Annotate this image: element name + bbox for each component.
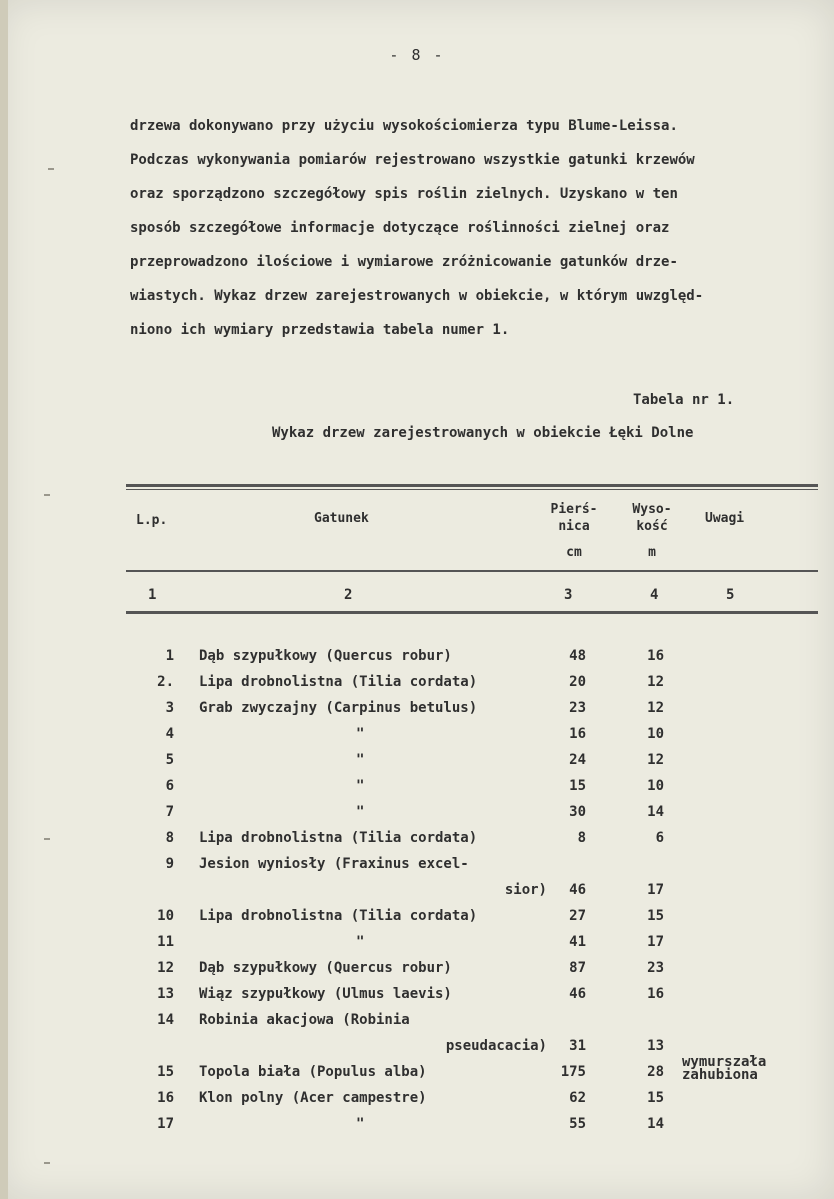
margin-mark bbox=[44, 838, 50, 840]
row-number: 6 bbox=[165, 778, 174, 794]
row-circumference: 41 bbox=[569, 934, 586, 950]
row-species: Lipa drobnolistna (Tilia cordata) bbox=[199, 830, 478, 846]
row-species: Topola biała (Populus alba) bbox=[199, 1064, 427, 1080]
header-notes: Uwagi bbox=[705, 511, 745, 526]
row-height: 12 bbox=[647, 752, 664, 768]
row-height: 12 bbox=[647, 700, 664, 716]
row-height: 14 bbox=[647, 1116, 664, 1132]
row-species-continuation: pseudacacia) bbox=[445, 1038, 547, 1054]
row-circumference: 20 bbox=[569, 674, 586, 690]
paragraph-line: przeprowadzono ilościowe i wymiarowe zróżnicowanie gatunków drze- bbox=[130, 254, 678, 270]
row-species: " bbox=[356, 1116, 365, 1132]
row-number: 1 bbox=[165, 648, 174, 664]
header-rule bbox=[126, 570, 818, 572]
margin-mark bbox=[44, 494, 50, 496]
row-circumference: 8 bbox=[577, 830, 586, 846]
header-height-unit: m bbox=[648, 545, 656, 560]
margin-mark bbox=[48, 168, 54, 170]
table-label: Tabela nr 1. bbox=[633, 392, 735, 408]
header-species: Gatunek bbox=[314, 511, 369, 526]
row-circumference: 46 bbox=[569, 882, 586, 898]
row-height: 15 bbox=[647, 908, 664, 924]
paragraph-line: drzewa dokonywano przy użyciu wysokościomierza typu Blume-Leissa. bbox=[130, 118, 678, 134]
row-height: 14 bbox=[647, 804, 664, 820]
header-circumference-1: Pierś- bbox=[550, 502, 598, 517]
row-height: 17 bbox=[647, 934, 664, 950]
paragraph-line: oraz sporządzono szczegółowy spis roślin zielnych. Uzyskano w ten bbox=[130, 186, 678, 202]
row-height: 13 bbox=[647, 1038, 664, 1054]
row-height: 23 bbox=[647, 960, 664, 976]
row-number: 14 bbox=[157, 1012, 174, 1028]
header-lp: L.p. bbox=[136, 513, 168, 528]
row-species: " bbox=[356, 778, 365, 794]
row-number: 2. bbox=[157, 674, 174, 690]
row-height: 16 bbox=[647, 986, 664, 1002]
column-number-rule bbox=[126, 611, 818, 614]
paragraph-line: sposób szczegółowe informacje dotyczące roślinności zielnej oraz bbox=[130, 220, 670, 236]
row-number: 17 bbox=[157, 1116, 174, 1132]
column-number: 5 bbox=[726, 587, 735, 603]
row-species: " bbox=[356, 726, 365, 742]
row-species: " bbox=[356, 752, 365, 768]
row-height: 10 bbox=[647, 726, 664, 742]
row-number: 7 bbox=[165, 804, 174, 820]
row-circumference: 31 bbox=[569, 1038, 586, 1054]
row-species: Jesion wyniosły (Fraxinus excel- bbox=[199, 856, 469, 872]
row-height: 6 bbox=[655, 830, 664, 846]
row-note-line: wymurszała bbox=[682, 1054, 767, 1070]
column-number: 1 bbox=[148, 587, 157, 603]
row-height: 28 bbox=[647, 1064, 664, 1080]
row-number: 4 bbox=[165, 726, 174, 742]
row-circumference: 48 bbox=[569, 648, 586, 664]
row-species: " bbox=[356, 934, 365, 950]
header-height-2: kość bbox=[636, 519, 668, 534]
row-number: 9 bbox=[165, 856, 174, 872]
column-number: 2 bbox=[344, 587, 353, 603]
row-height: 12 bbox=[647, 674, 664, 690]
page-edge bbox=[0, 0, 8, 1199]
row-circumference: 46 bbox=[569, 986, 586, 1002]
row-species: Dąb szypułkowy (Quercus robur) bbox=[199, 648, 452, 664]
row-height: 10 bbox=[647, 778, 664, 794]
row-number: 5 bbox=[165, 752, 174, 768]
row-number: 11 bbox=[157, 934, 174, 950]
row-number: 3 bbox=[165, 700, 174, 716]
row-circumference: 24 bbox=[569, 752, 586, 768]
row-species: Klon polny (Acer campestre) bbox=[199, 1090, 427, 1106]
table-top-rule bbox=[126, 484, 818, 487]
margin-mark bbox=[44, 1162, 50, 1164]
row-number: 12 bbox=[157, 960, 174, 976]
column-number: 4 bbox=[650, 587, 659, 603]
row-note-line: zahubiona bbox=[682, 1067, 758, 1083]
row-species: Grab zwyczajny (Carpinus betulus) bbox=[199, 700, 478, 716]
row-circumference: 30 bbox=[569, 804, 586, 820]
row-circumference: 87 bbox=[569, 960, 586, 976]
paragraph-line: wiastych. Wykaz drzew zarejestrowanych w obiekcie, w którym uwzględ- bbox=[130, 288, 704, 304]
row-height: 16 bbox=[647, 648, 664, 664]
row-number: 16 bbox=[157, 1090, 174, 1106]
row-circumference: 16 bbox=[569, 726, 586, 742]
row-height: 17 bbox=[647, 882, 664, 898]
row-circumference: 27 bbox=[569, 908, 586, 924]
row-species-continuation: sior) bbox=[504, 882, 547, 898]
row-number: 15 bbox=[157, 1064, 174, 1080]
header-circumference-unit: cm bbox=[566, 545, 582, 560]
row-circumference: 175 bbox=[560, 1064, 586, 1080]
row-species: Dąb szypułkowy (Quercus robur) bbox=[199, 960, 452, 976]
row-species: Wiąz szypułkowy (Ulmus laevis) bbox=[199, 986, 452, 1002]
row-species: Lipa drobnolistna (Tilia cordata) bbox=[199, 908, 478, 924]
header-height-1: Wyso- bbox=[632, 502, 672, 517]
row-species: Robinia akacjowa (Robinia bbox=[199, 1012, 410, 1028]
row-number: 13 bbox=[157, 986, 174, 1002]
table-top-rule-thin bbox=[126, 489, 818, 490]
row-circumference: 55 bbox=[569, 1116, 586, 1132]
row-circumference: 62 bbox=[569, 1090, 586, 1106]
row-species: Lipa drobnolistna (Tilia cordata) bbox=[199, 674, 478, 690]
row-notes bbox=[682, 1056, 766, 1082]
page-number: - 8 - bbox=[389, 46, 445, 64]
row-circumference: 23 bbox=[569, 700, 586, 716]
paragraph-line: Podczas wykonywania pomiarów rejestrowano wszystkie gatunki krzewów bbox=[130, 152, 695, 168]
row-height: 15 bbox=[647, 1090, 664, 1106]
row-number: 10 bbox=[157, 908, 174, 924]
table-caption: Wykaz drzew zarejestrowanych w obiekcie Łęki Dolne bbox=[272, 425, 694, 441]
paragraph-line: niono ich wymiary przedstawia tabela numer 1. bbox=[130, 322, 510, 338]
row-number: 8 bbox=[165, 830, 174, 846]
row-species: " bbox=[356, 804, 365, 820]
row-circumference: 15 bbox=[569, 778, 586, 794]
header-circumference-2: nica bbox=[558, 519, 590, 534]
column-number: 3 bbox=[564, 587, 573, 603]
